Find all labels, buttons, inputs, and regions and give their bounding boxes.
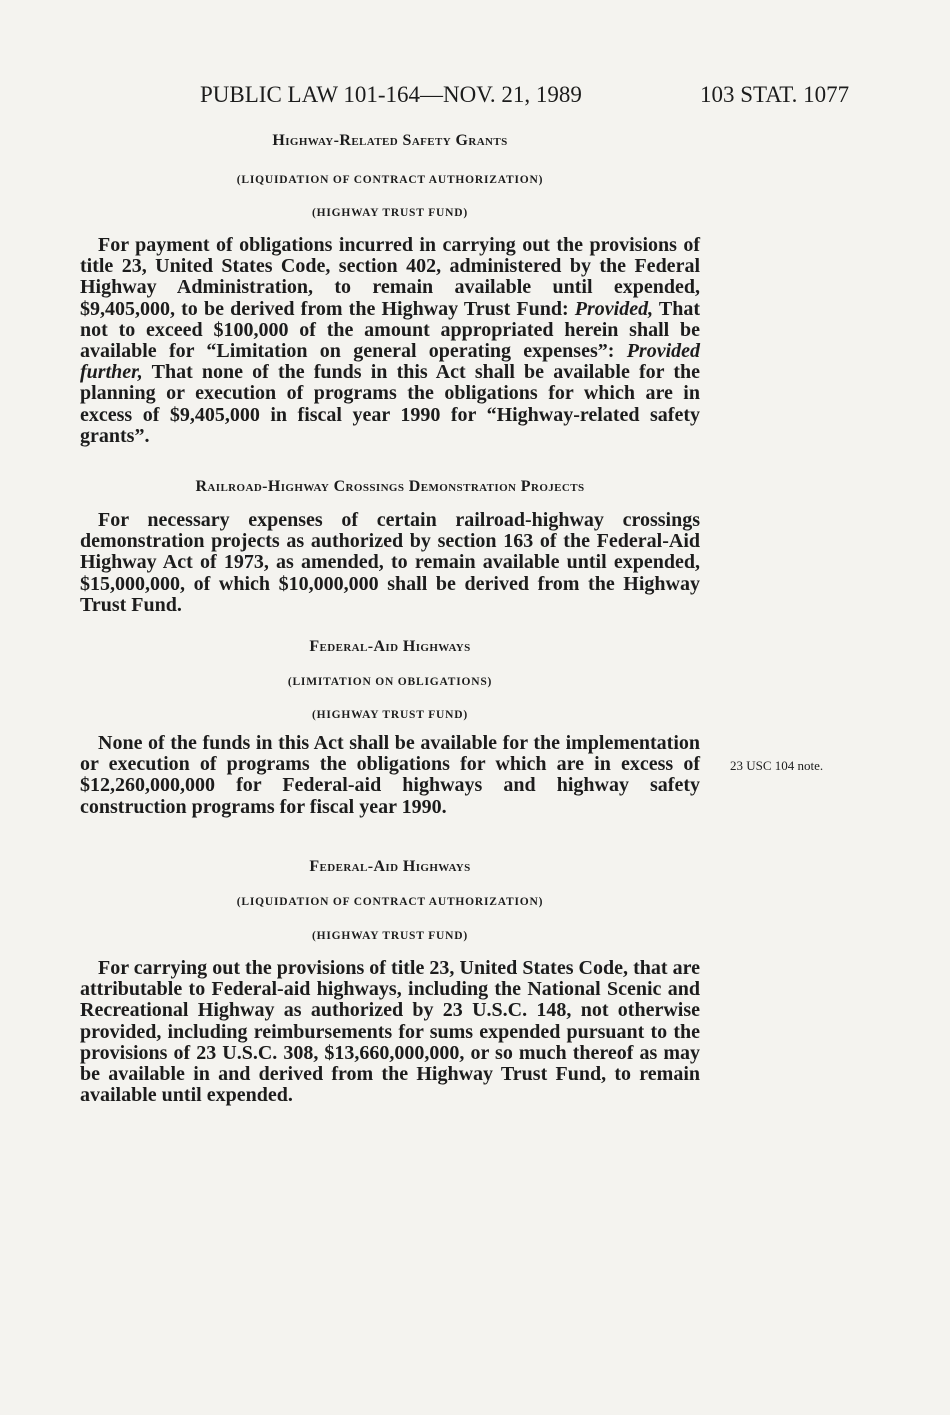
section-subheading: (HIGHWAY TRUST FUND) bbox=[312, 709, 468, 721]
section-heading: Federal-Aid Highways bbox=[309, 858, 471, 875]
section-federal-aid-liquidation bbox=[80, 858, 700, 1106]
section-paragraph: For necessary expenses of certain railroad-highway crossings demonstration projects as authorized by section 163 of the Federal-Aid Highway Act of 1973, as amended, to remain available until expended, $15,000,000, of which $10,000,000 shall be derived from the Highway Trust Fund. bbox=[80, 509, 700, 616]
section-subheading: (LIQUIDATION OF CONTRACT AUTHORIZATION) bbox=[236, 896, 544, 908]
section-railroad-crossings bbox=[80, 478, 700, 616]
section-subheading: (LIMITATION ON OBLIGATIONS) bbox=[287, 676, 493, 688]
section-heading: Railroad-Highway Crossings Demonstration Projects bbox=[195, 478, 585, 495]
section-subheading: (LIQUIDATION OF CONTRACT AUTHORIZATION) bbox=[236, 174, 544, 186]
running-header bbox=[0, 82, 950, 114]
section-subheading: (HIGHWAY TRUST FUND) bbox=[312, 930, 468, 942]
header-law-date: PUBLIC LAW 101-164—NOV. 21, 1989 bbox=[200, 82, 582, 107]
section-heading: Federal-Aid Highways bbox=[309, 638, 471, 655]
section-paragraph: For payment of obligations incurred in carrying out the provisions of title 23, United States Code, section 402, administered by the Federal Highway Administration, to remain available until expended, $9,405,000, to be derived from the Highway Trust Fund: Provided, That not to exceed $100,000 of the amount appropriated herein shall be available for “Limitation on general operating expenses”: Provided further, That none of the funds in this Act shall be available for the planning or execution of programs the obligations for which are in excess of $9,405,000 in fiscal year 1990 for “Highway-related safety grants”. bbox=[80, 234, 701, 447]
header-stat-page: 103 STAT. 1077 bbox=[700, 82, 850, 107]
section-federal-aid-limitation bbox=[80, 638, 700, 818]
section-paragraph: For carrying out the provisions of title 23, United States Code, that are attributable to Federal-aid highways, including the National Scenic and Recreational Highway as authorized by 23 U.S.C. 148, not otherwise provided, including reimbursements for sums expended pursuant to the provisions of 23 U.S.C. 308, $13,660,000,000, or so much thereof as may be available in and derived from the Highway Trust Fund, to remain available until expended. bbox=[80, 957, 700, 1107]
section-subheading: (HIGHWAY TRUST FUND) bbox=[312, 207, 468, 219]
margin-citation-note: 23 USC 104 note. bbox=[730, 758, 824, 773]
section-highway-safety-grants bbox=[80, 132, 700, 447]
section-heading: Highway-Related Safety Grants bbox=[272, 132, 508, 149]
section-paragraph: None of the funds in this Act shall be available for the implementation or execution of programs the obligations for which are in excess of $12,260,000,000 for Federal-aid highways and highway safety construction programs for fiscal year 1990. bbox=[80, 732, 700, 818]
